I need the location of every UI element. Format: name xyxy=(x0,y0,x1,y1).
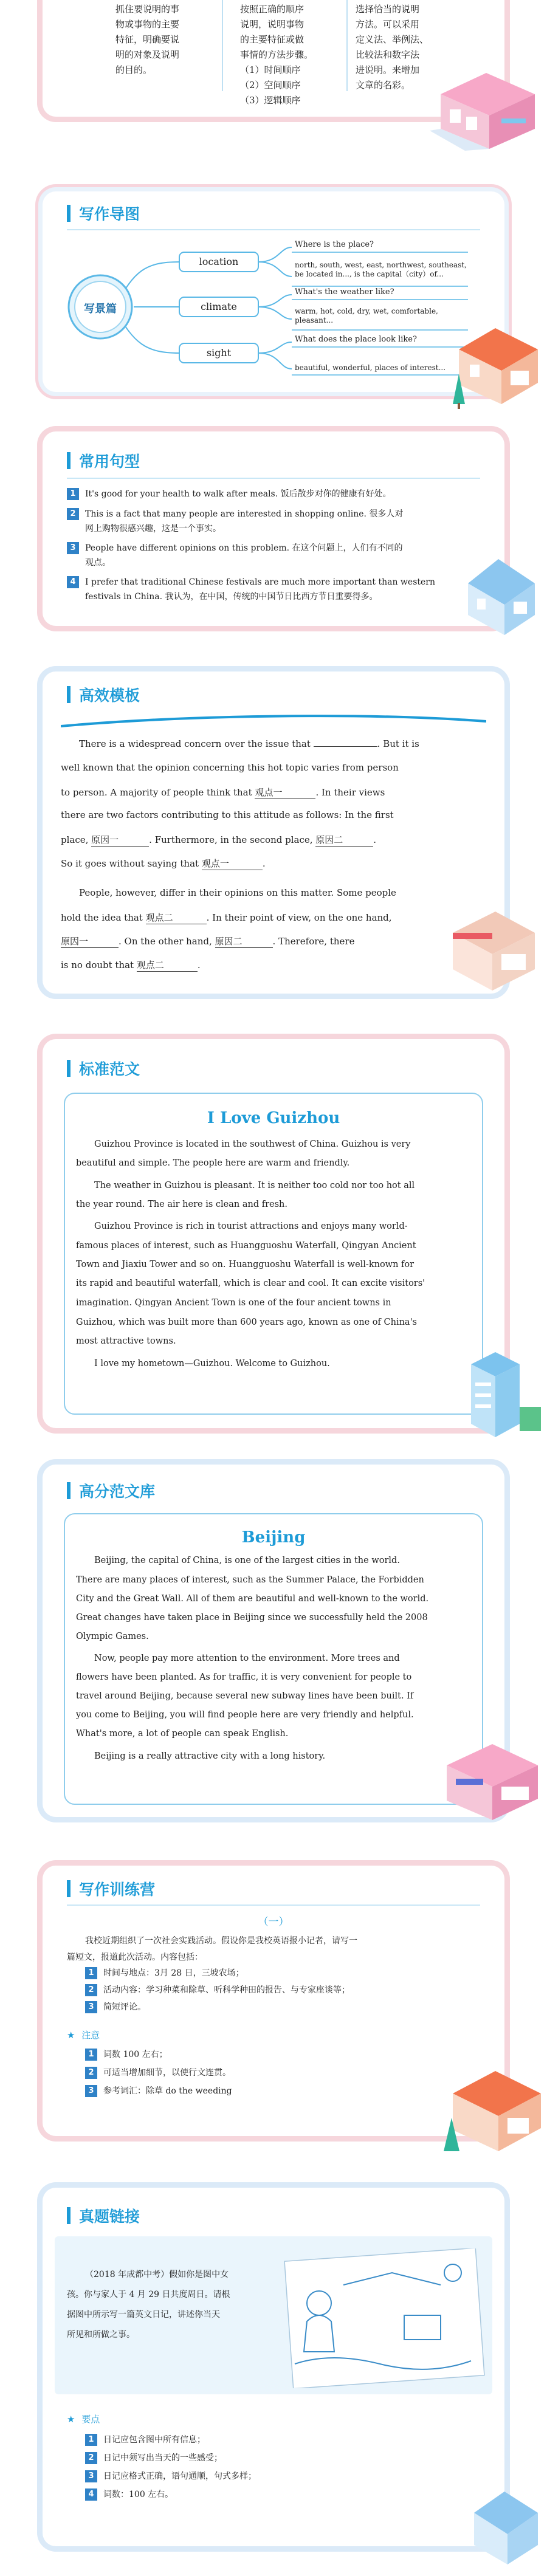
point-item-2: 2 日记中须写出当天的一些感受； xyxy=(85,2451,222,2464)
note-item-2: 2 可适当增加细节，以使行文连贯。 xyxy=(85,2066,231,2079)
note-heading: ★ 注意 xyxy=(67,2030,100,2041)
section-title: 标准范文 xyxy=(67,1057,140,1079)
library-card: 高分范文库 Beijing Beijing, the capital of China, is one of the largest cities in the world. There are many places of interest, such as the Summer Palace, the Forbidden City and the Great Wall. All of them are beautiful and well-known to the world. Great changes have taken place in Beijing since we successfully held the 2008 Olympic Games. Now, people pay more attention to the environment. More trees and flowers have been planted. As for traffic, it is very convenient for people to travel around Beijing, because several new subway lines have been built. If you come to Beijing, you will find people here are very friendly and helpful. What's more, a lot of people can speak English. Beijing is a really attractive city with a long history. xyxy=(43,1465,504,1817)
template-card: 高效模板 There is a widespread concern over the issue that . But it is well known that the opinion concerning this hot topic varies from person to person. A majority of people think that 观点一 . In their views there are two factors contributing to this attitude as follows: In the first place, 原因一 . Furthermore, in the second place, 原因二 . So it goes without saying that 观点一 . People, however, differ in their opinions on this matter. Some people hold the idea that 观点二 . In their point of view, on the one hand, 原因一 . On the other hand, 原因二 . Therefore, there is no doubt that 观点二 . xyxy=(43,671,504,994)
title-bar xyxy=(67,205,71,222)
overview-card: 抓住要说明的事 物或事物的主要 特征，明确要说 明的对象及说明 的目的。 按照正确的顺序 说明，说明事物 的主要特征或做 事情的方法步骤。 （1）时间顺序 （2）空间顺序 （3）逻辑顺序 选择恰当的说明 方法。可以采用 定义法、举例法、 比较法和数字法 进说明。来增加 文章的名彩。 xyxy=(43,0,504,117)
practice-item-1: 1 时间与地点：3月 28 日，三坡农场； xyxy=(85,1966,244,1979)
point-item-3: 3 日记应格式正确，语句通顺，句式多样； xyxy=(85,2470,256,2482)
blue-house-illustration xyxy=(462,547,541,638)
title-bar xyxy=(67,1482,71,1499)
section-title: 写作训练营 xyxy=(67,1878,155,1900)
section-title: 写作导图 xyxy=(67,202,140,224)
orange-house-illustration xyxy=(441,2060,544,2157)
pink-shop-illustration xyxy=(435,1735,544,1826)
star-icon: ★ xyxy=(67,2030,75,2041)
striped-house-illustration xyxy=(444,899,541,997)
points-heading: ★ 要点 xyxy=(67,2414,100,2425)
branch-label-climate: climate xyxy=(201,301,237,312)
title-bar xyxy=(67,1880,71,1897)
note-item-3: 3 参考词汇：除草 do the weeding xyxy=(85,2084,232,2097)
practice-card: 写作训练营 （一） 我校近期组织了一次社会实践活动。假设你是我校英语报小记者，请写一 篇短文，报道此次活动。内容包括： 1 时间与地点：3月 28 日，三坡农场； 2 活动内容：学习种菜和除草、听科学种田的报告、与专家座谈等； 3 简短评论。 ★ 注意 1 词数 100 左右； 2 可适当增加细节，以使行文连贯。 3 参考词汇：除草 do the weeding xyxy=(43,1866,504,2136)
essay-title: Beijing xyxy=(241,1528,306,1547)
section-title: 高分范文库 xyxy=(67,1480,155,1502)
mindmap-card: 写作导图 写景篇 location climate sight Where is the place? north, south, west, east, northwest, southeast, be located in..., is the capital（city）of... What's the weather like? warm, hot, cold, dry, wet, comfortable, pleasant... What does the place look like? beautiful, wonderful, places of interest... xyxy=(43,191,504,392)
title-bar xyxy=(67,2207,71,2224)
model-essay-card: 标准范文 I Love Guizhou Guizhou Province is located in the southwest of China. Guizhou is very beautiful and simple. The people here are warm and friendly. The weather in Guizhou is pleasant. It is neither too cold nor too hot all the year round. The air here is clean and fresh. Guizhou Province is rich in tourist attractions and enjoys many world- famous places of interest, such as Huangguoshu Waterfall, Qingyan Ancient Town and Jiaxiu Tower and so on. Huangguoshu Waterfall is well-known for its rapid and beautiful waterfall, which is clear and cool. It can excite visitors' imagination. Qingyan Ancient Town is one of the four ancient towns in Guizhou, which was built more than 600 years ago, known as one of China's most attractive towns. I love my hometown—Guizhou. Welcome to Guizhou. xyxy=(43,1039,504,1428)
title-bar xyxy=(67,1060,71,1077)
essay-title: I Love Guizhou xyxy=(207,1109,340,1127)
sentence-item-3: 3 People have different opinions on this problem. 在这个问题上，人们有不同的 观点。 xyxy=(67,541,403,570)
point-item-1: 1 日记应包含图中所有信息； xyxy=(85,2433,205,2446)
star-icon: ★ xyxy=(67,2414,75,2425)
practice-item-2: 2 活动内容：学习种菜和除草、听科学种田的报告、与专家座谈等； xyxy=(85,1984,350,1996)
note-item-1: 1 词数 100 左右； xyxy=(85,2048,168,2061)
section-title: 真题链接 xyxy=(67,2205,140,2227)
section-title: 常用句型 xyxy=(67,450,140,472)
exam-card: 真题链接 （2018 年成都中考）假如你是图中女 孩。你与家人于 4 月 29 日共度周日。请根 据图中所示写一篇英文日记，讲述你当天 所见和所做之事。 ★ 要点 1 日记应包含图中所有信息； 2 日记中须写出当天的一些感受； 3 日记应格式正确，语句通顺，句式多样； 4 词数：100 左右。 xyxy=(43,2188,504,2546)
sentence-item-2: 2 This is a fact that many people are interested in shopping online. 很多人对 网上购物很感兴趣，这是一个事实。 xyxy=(67,507,403,536)
column-divider xyxy=(222,0,223,91)
title-bar xyxy=(67,686,71,703)
title-underline xyxy=(67,229,480,230)
point-item-4: 4 词数：100 左右。 xyxy=(85,2488,173,2501)
girl-at-beach-picture xyxy=(283,2248,486,2388)
branch-label-sight: sight xyxy=(206,347,232,359)
sentences-card xyxy=(43,431,504,626)
mindmap-center-label: 写景篇 xyxy=(84,303,117,315)
pink-house-illustration xyxy=(428,61,541,152)
orange-house-illustration xyxy=(447,319,544,410)
section-title: 高效模板 xyxy=(67,684,140,706)
practice-item-3: 3 简短评论。 xyxy=(85,2001,146,2013)
title-underline xyxy=(67,478,480,479)
template-header-swoosh xyxy=(61,709,486,727)
blue-building-illustration xyxy=(462,1346,547,1443)
column-divider xyxy=(346,0,348,91)
title-underline xyxy=(67,1905,480,1906)
sentence-item-4: 4 I prefer that traditional Chinese festivals are much more important than western festivals in China. 我认为，在中国，传统的中国节日比西方节日重要得多。 xyxy=(67,575,435,604)
practice-part-label: （一） xyxy=(258,1916,289,1928)
sentence-item-1: 1 It's good for your health to walk after meals. 饭后散步对你的健康有好处。 xyxy=(67,487,391,500)
branch-label-location: location xyxy=(199,256,239,267)
blue-house-illustration xyxy=(468,2479,544,2571)
title-bar xyxy=(67,452,71,469)
